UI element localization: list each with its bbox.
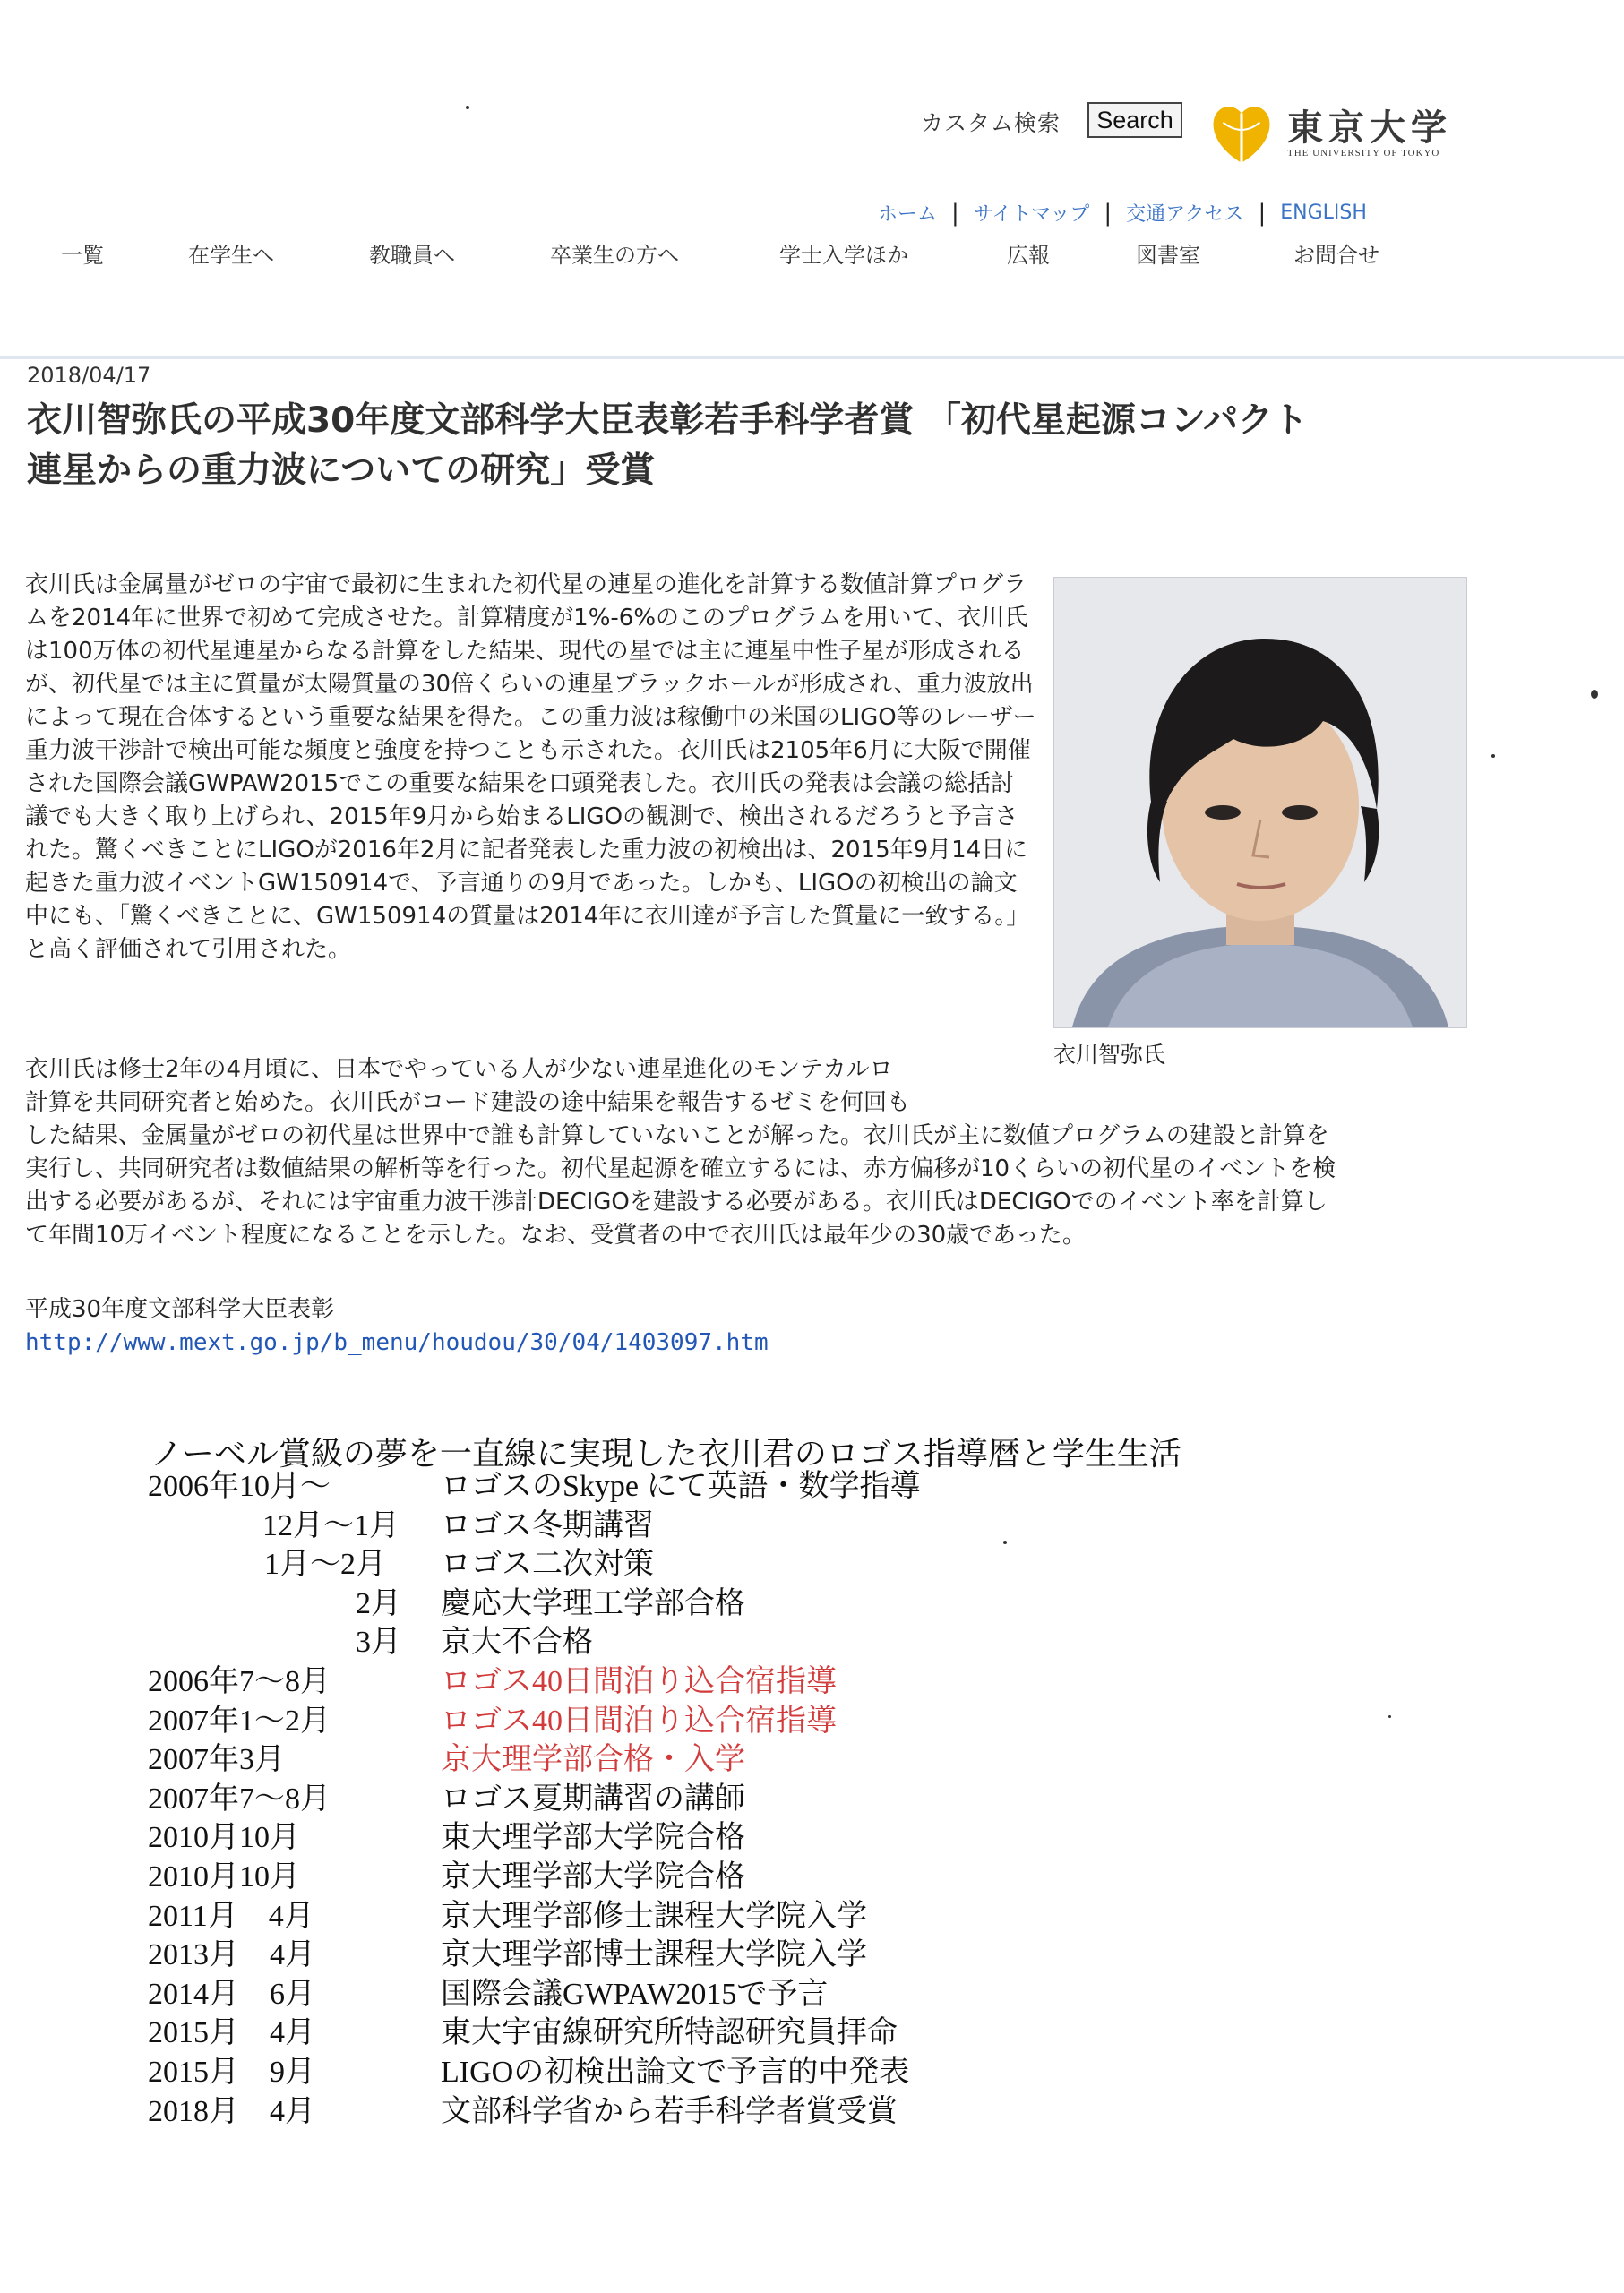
- timeline-row: [148, 1936, 1312, 1975]
- timeline-date: 2010月10月: [148, 1821, 300, 1855]
- timeline-event: 京大不合格: [441, 1626, 593, 1660]
- nav-separator: |: [1258, 199, 1267, 227]
- timeline-date: 2011月 4月: [148, 1899, 314, 1933]
- paragraph-line: 衣川氏は修士2年の4月頃に、日本でやっている人が少ない連星進化のモンテカルロ: [25, 1056, 893, 1083]
- timeline-date: 2013月 4月: [148, 1938, 315, 1972]
- timeline-event: 慶応大学理工学部合格: [441, 1586, 745, 1620]
- timeline-row: [148, 1702, 1312, 1741]
- paragraph-line: した結果、金属量がゼロの初代星は世界中で誰も計算していないことが解った。衣川氏が主に数値プログラムの建設と計算を: [25, 1122, 1329, 1149]
- timeline-event: ロゴス冬期講習: [441, 1508, 654, 1542]
- nav-item-contact[interactable]: お問合せ: [1293, 243, 1379, 268]
- paragraph-line: 出する必要があるが、それには宇宙重力波干渉計DECIGOを建設する必要がある。衣川氏はDECIGOでのイベント率を計算し: [25, 1189, 1328, 1215]
- nav-item-pr[interactable]: 広報: [1007, 243, 1050, 268]
- util-nav-sitemap[interactable]: サイトマップ: [973, 203, 1090, 226]
- photo-caption: 衣川智弥氏: [1053, 1042, 1166, 1068]
- portrait-illustration: [1054, 578, 1466, 1027]
- timeline-event: 京大理学部大学院合格: [441, 1859, 745, 1894]
- util-nav-access[interactable]: 交通アクセス: [1126, 203, 1244, 226]
- nav-item-admission[interactable]: 学士入学ほか: [779, 243, 908, 268]
- logo-en-text: THE UNIVERSITY OF TOKYO: [1287, 148, 1440, 159]
- article-paragraph-2: [25, 1053, 1539, 1252]
- timeline-row: [148, 1545, 1312, 1584]
- timeline-row: [148, 2014, 1312, 2053]
- nav-item-alumni[interactable]: 卒業生の方へ: [550, 243, 679, 268]
- search-button[interactable]: Search: [1087, 102, 1182, 138]
- timeline-event: 京大理学部修士課程大学院入学: [441, 1899, 867, 1933]
- timeline-date: 2015月 4月: [148, 2016, 315, 2050]
- paragraph-line: 実行し、共同研究者は数値結果の解析等を行った。初代星起源を確立するには、赤方偏移が10くらいの初代星のイベントを検: [25, 1155, 1336, 1182]
- article-title: [27, 396, 1541, 496]
- award-label: 平成30年度文部科学大臣表彰: [25, 1296, 335, 1323]
- scan-speck: [1003, 1541, 1007, 1544]
- timeline-event: ロゴスのSkype にて英語・数学指導: [441, 1470, 921, 1503]
- util-nav-home[interactable]: ホーム: [878, 203, 938, 226]
- nav-item-library[interactable]: 図書室: [1136, 243, 1200, 268]
- timeline-event: ロゴス40日間泊り込合宿指導: [441, 1704, 837, 1738]
- timeline-row: [148, 1975, 1312, 2014]
- paragraph-line: 計算を共同研究者と始めた。衣川氏がコード建設の途中結果を報告するゼミを何回も: [25, 1089, 911, 1116]
- article-paragraph-1: 衣川氏は金属量がゼロの宇宙で最初に生まれた初代星の連星の進化を計算する数値計算プログラムを2014年に世界で初めて完成させた。計算精度が1%-6%のこのプログラムを用いて、衣川氏は100万体の初代星連星からなる計算をした結果、現代の星では主に連星中性子星が形成されるが、初代星では主に質量が太陽質量の30倍くらいの連星ブラックホールが形成され、重力波放出によって現在合体するという重要な結果を得た。この重力波は稼働中の米国のLIGO等のレーザー重力波干渉計で検出可能な頻度と強度を持つことも示された。衣川氏は2105年6月に大阪で開催された国際会議GWPAW2015でこの重要な結果を口頭発表した。衣川氏の発表は会議の総括討議でも大きく取り上げられ、2015年9月から始まるLIGOの観測で、検出されるだろうと予言された。驚くべきことにLIGOが2016年2月に記者発表した重力波の初検出は、2015年9月14日に起きた重力波イベントGW150914で、予言通りの9月であった。しかも、LIGOの初検出の論文中にも、「驚くべきことに、GW150914の質量は2014年に衣川達が予言した質量に一致する。」と高く評価されて引用された。: [25, 571, 1036, 963]
- scan-speck: [1388, 1715, 1391, 1718]
- timeline-event: 東大理学部大学院合格: [441, 1821, 745, 1855]
- ginkgo-leaf-icon: [1205, 97, 1278, 170]
- utility-nav: [878, 199, 1367, 227]
- scan-speck: [466, 106, 469, 109]
- timeline-event: 国際会議GWPAW2015で予言: [441, 1977, 829, 2011]
- timeline-date: 2007年3月: [148, 1743, 285, 1777]
- timeline-date: 1月～2月: [264, 1548, 386, 1582]
- timeline-date: 2007年7～8月: [148, 1782, 331, 1816]
- timeline-row: [148, 1858, 1312, 1897]
- timeline-row: [148, 1623, 1312, 1662]
- logo-jp-text: 東京大学: [1287, 107, 1452, 149]
- nav-item-list[interactable]: 一覧: [61, 243, 104, 268]
- timeline-date: 2007年1～2月: [148, 1704, 331, 1738]
- timeline-date: 12月～1月: [262, 1508, 400, 1542]
- nav-separator: |: [1104, 199, 1113, 227]
- timeline-row: [148, 1780, 1312, 1819]
- custom-search-label: カスタム検索: [921, 110, 1061, 136]
- timeline-event: ロゴス40日間泊り込合宿指導: [441, 1664, 837, 1698]
- timeline-event: 京大理学部合格・入学: [441, 1743, 745, 1777]
- timeline-date: 2015月 9月: [148, 2055, 315, 2089]
- nav-separator: |: [951, 199, 959, 227]
- timeline: [148, 1467, 1312, 2131]
- timeline-date: 2月: [356, 1586, 401, 1620]
- timeline-event: LIGOの初検出論文で予言的中発表: [441, 2055, 910, 2089]
- timeline-date: 2018月 4月: [148, 2094, 315, 2128]
- timeline-row: [148, 1507, 1312, 1546]
- timeline-title: ノーベル賞級の夢を一直線に実現した衣川君のロゴス指導暦と学生生活: [150, 1436, 1181, 1472]
- timeline-event: 京大理学部博士課程大学院入学: [441, 1938, 867, 1972]
- timeline-date: 2014月 6月: [148, 1977, 315, 2011]
- scan-speck: [1491, 754, 1495, 758]
- util-nav-english[interactable]: ENGLISH: [1280, 202, 1367, 224]
- timeline-row: [148, 1740, 1312, 1780]
- article-title-line: 衣川智弥氏の平成30年度文部科学大臣表彰若手科学者賞 「初代星起源コンパクト: [27, 400, 1309, 441]
- award-link[interactable]: http://www.mext.go.jp/b_menu/houdou/30/04/1403097.htm: [25, 1329, 769, 1356]
- nav-item-staff[interactable]: 教職員へ: [369, 243, 455, 268]
- article-date: 2018/04/17: [27, 363, 151, 388]
- university-logo[interactable]: [1205, 97, 1452, 170]
- timeline-row: [148, 1467, 1312, 1507]
- portrait-photo: [1053, 577, 1467, 1028]
- paragraph-line: て年間10万イベント程度になることを示した。なお、受賞者の中で衣川氏は最年少の30歳であった。: [25, 1222, 1086, 1249]
- timeline-row: [148, 1818, 1312, 1858]
- nav-item-students[interactable]: 在学生へ: [188, 243, 274, 268]
- timeline-event: 東大宇宙線研究所特認研究員拝命: [441, 2016, 898, 2050]
- header-divider: [0, 356, 1624, 359]
- timeline-event: 文部科学省から若手科学者賞受賞: [441, 2094, 898, 2128]
- timeline-date: 3月: [356, 1626, 401, 1660]
- timeline-row: [148, 2053, 1312, 2092]
- scan-speck: [1591, 690, 1598, 699]
- timeline-date: 2010月10月: [148, 1859, 300, 1894]
- timeline-date: 2006年10月～: [148, 1470, 331, 1503]
- main-nav: [0, 237, 1523, 273]
- timeline-event: ロゴス夏期講習の講師: [441, 1782, 745, 1816]
- timeline-event: ロゴス二次対策: [441, 1548, 654, 1582]
- timeline-row: [148, 2092, 1312, 2132]
- article-title-line: 連星からの重力波についての研究」受賞: [27, 451, 656, 491]
- timeline-date: 2006年7～8月: [148, 1664, 331, 1698]
- timeline-row: [148, 1662, 1312, 1702]
- timeline-row: [148, 1584, 1312, 1624]
- timeline-row: [148, 1897, 1312, 1937]
